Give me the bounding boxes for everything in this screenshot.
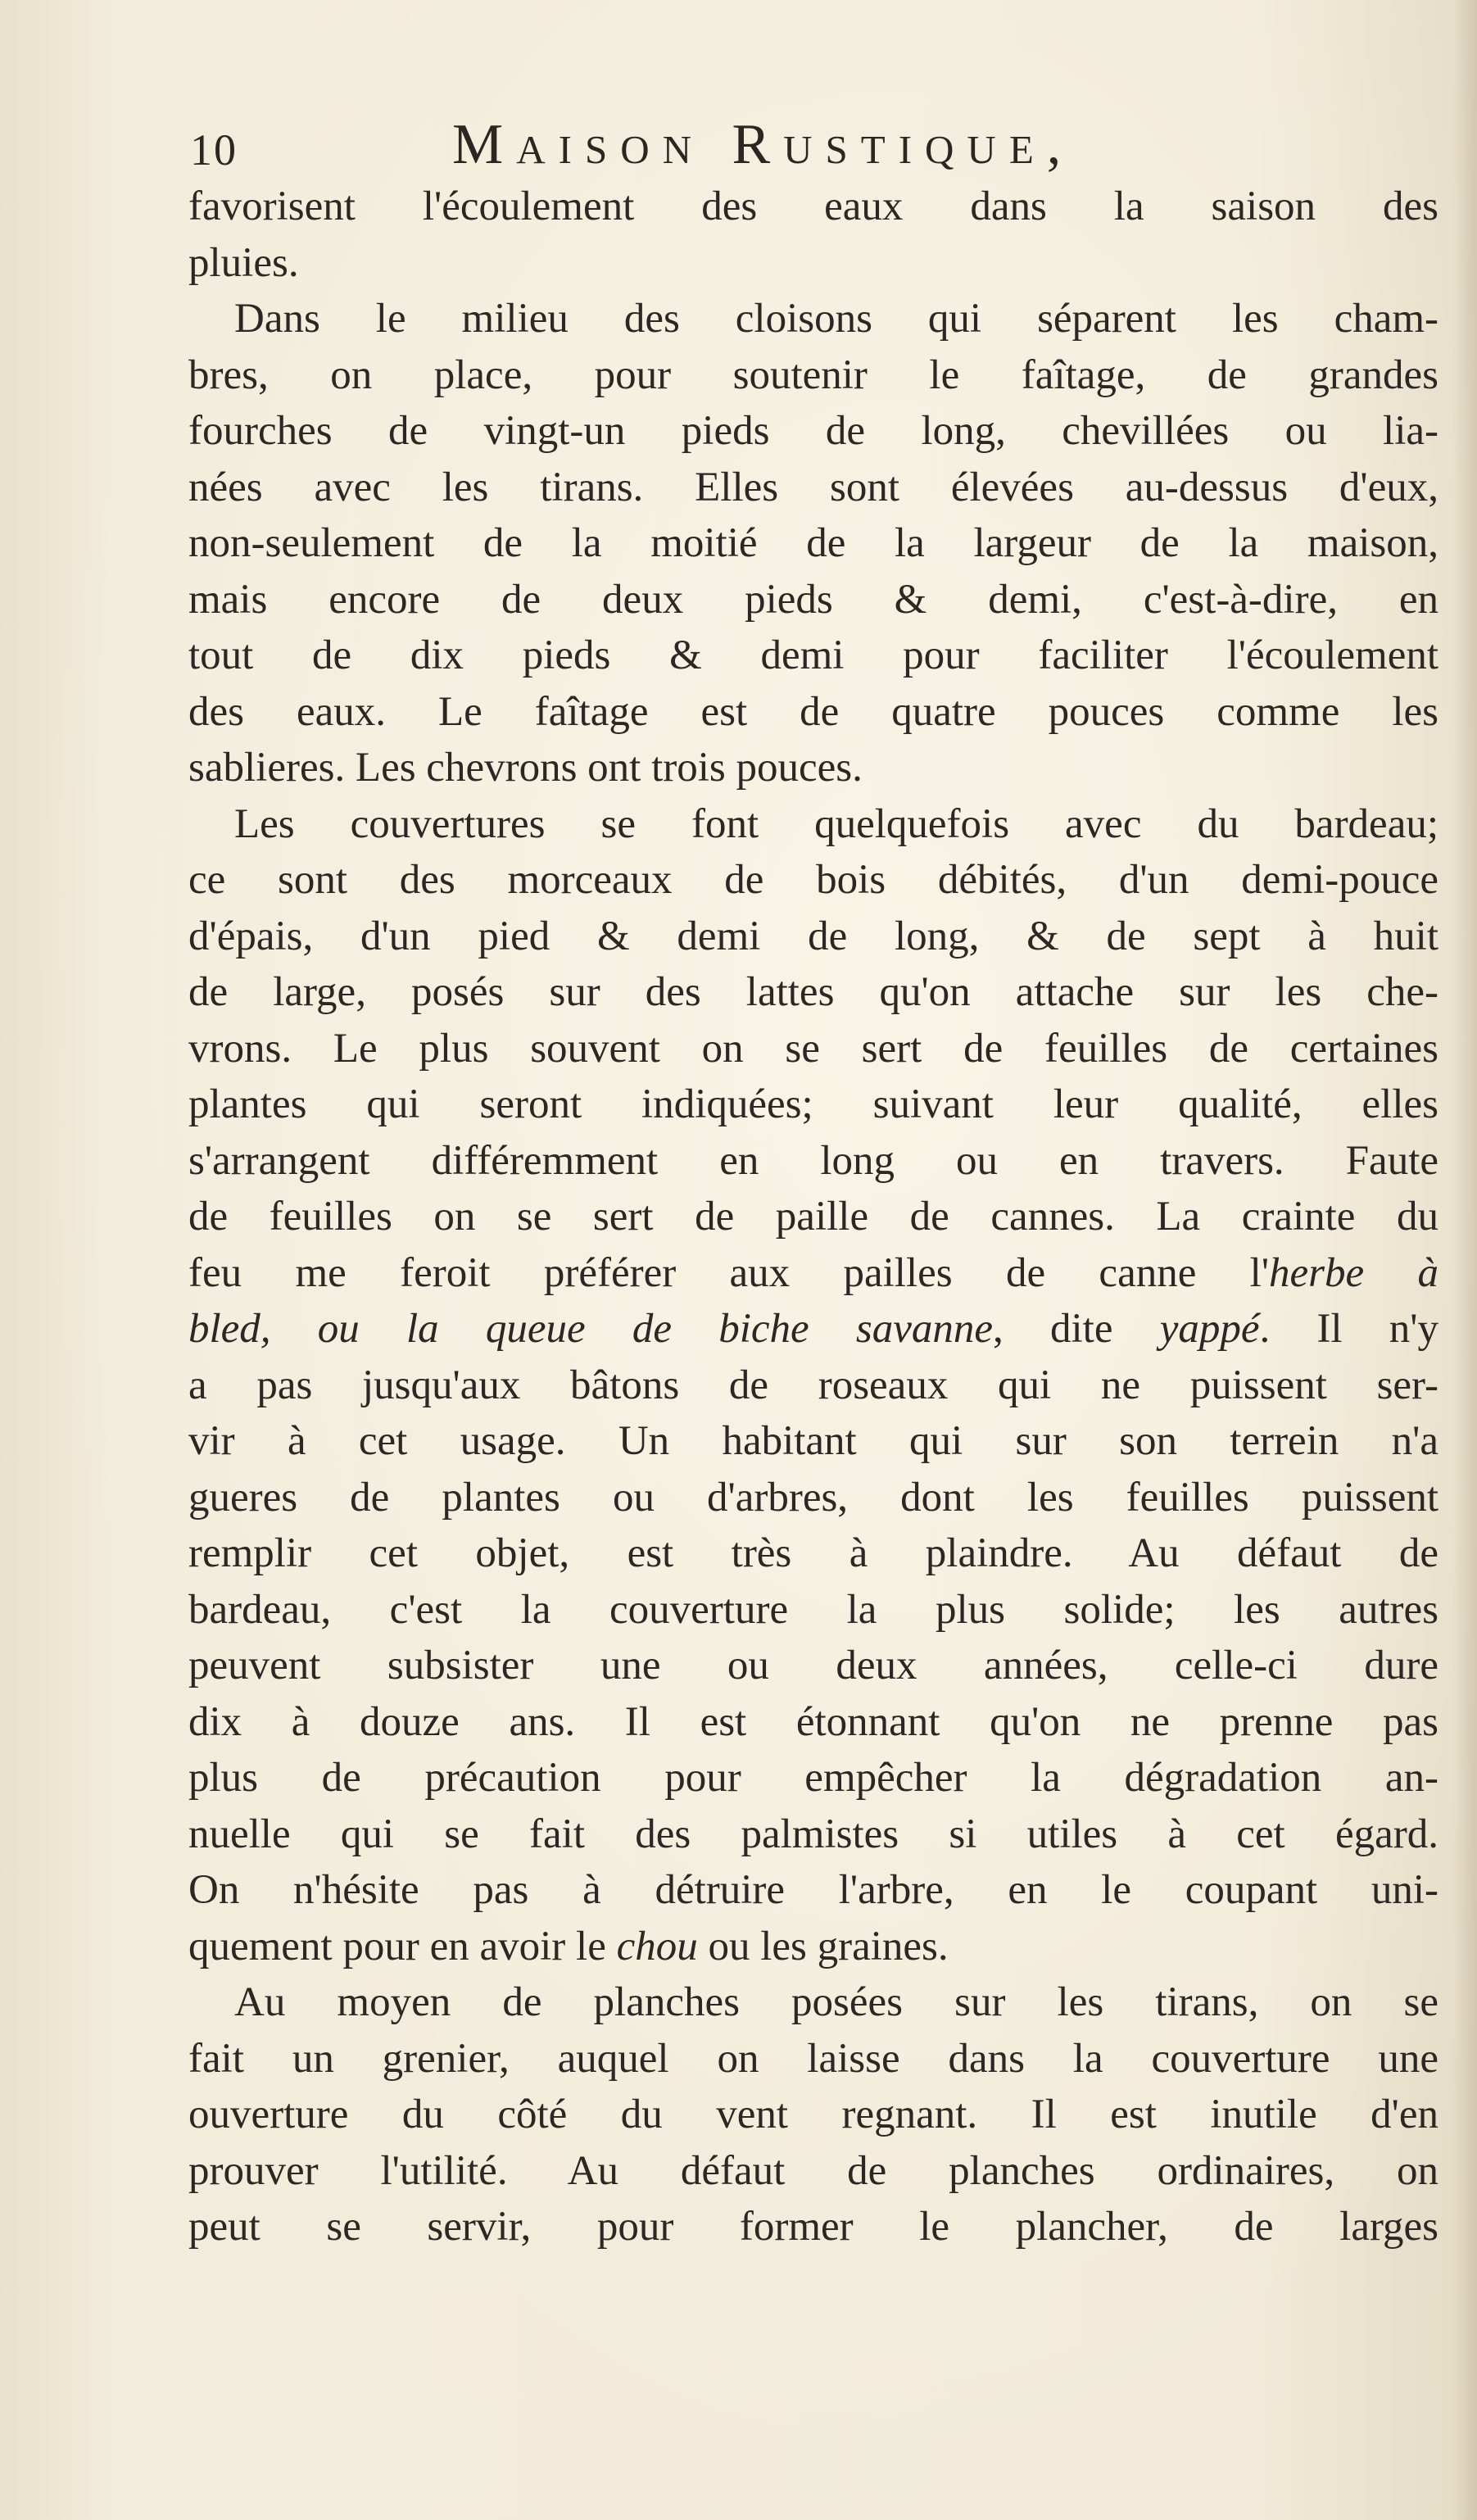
italic-term: yappé <box>1159 1306 1260 1352</box>
text-line: dix à douze ans. Il est étonnant qu'on ne prenne pas <box>188 1698 1438 1745</box>
text-run: quement pour en avoir le <box>188 1923 606 1969</box>
text-line: ce sont des morceaux de bois débités, d'un demi-pouce <box>188 857 1438 903</box>
text-line: de feuilles on se sert de paille de cannes. La crainte du <box>188 1194 1438 1240</box>
text-line: fait un grenier, auquel on laisse dans la couverture une <box>188 2035 1438 2082</box>
text-line: peut se servir, pour former le plancher, de larges <box>188 2204 1438 2250</box>
text-line: Au moyen de planches posées sur les tirans, on se <box>234 1979 1438 2025</box>
book-title: Maison Rustique, <box>452 113 1075 176</box>
text-line: mais encore de deux pieds & demi, c'est-à-dire, en <box>188 576 1438 623</box>
text-run: bled, ou <box>188 1306 360 1352</box>
text-line: vrons. Le plus souvent on se sert de feuilles de certaines <box>188 1025 1438 1072</box>
text-line: fourches de vingt-un pieds de long, chevillées ou lia- <box>188 408 1438 454</box>
page-number: 10 <box>190 125 238 174</box>
page-edge-shadow <box>1452 0 1477 2520</box>
text-run: feu me feroit préférer aux pailles de canne l' <box>188 1249 1270 1296</box>
text-line: a pas jusqu'aux bâtons de roseaux qui ne puissent ser- <box>188 1362 1438 1408</box>
text-run: . Il n'y <box>1259 1306 1438 1352</box>
text-line: Dans le milieu des cloisons qui séparent les cham- <box>234 296 1438 342</box>
text-line: ouverture du côté du vent regnant. Il est inutile d'en <box>188 2092 1438 2137</box>
italic-term: herbe à <box>1269 1249 1438 1296</box>
text-line: plus de précaution pour empêcher la dégradation an- <box>188 1755 1438 1801</box>
text-line: gueres de plantes ou d'arbres, dont les feuilles puissent <box>188 1474 1438 1521</box>
text-line: vir à cet usage. Un habitant qui sur son terrein n'a <box>188 1418 1438 1464</box>
text-line: d'épais, d'un pied & demi de long, & de sept à huit <box>188 913 1438 959</box>
text-line: non-seulement de la moitié de la largeur de la maison, <box>188 520 1438 566</box>
text-line: nuelle qui se fait des palmistes si utiles à cet égard. <box>188 1811 1438 1857</box>
text-line: de large, posés sur des lattes qu'on attache sur les che- <box>188 969 1438 1015</box>
text-line: tout de dix pieds & demi pour faciliter l'écoulement <box>188 632 1438 678</box>
text-run: , dite <box>993 1306 1113 1352</box>
text-line: plantes qui seront indiquées; suivant leur qualité, elles <box>188 1081 1438 1127</box>
text-line: prouver l'utilité. Au défaut de planches ordinaires, on <box>188 2147 1438 2194</box>
body-text <box>188 179 1438 2255</box>
text-run: ou les graines. <box>708 1923 949 1969</box>
text-line: sablieres. Les chevrons ont trois pouces. <box>188 745 863 791</box>
text-line-mixed <box>188 1301 1438 1357</box>
running-head <box>190 113 1442 179</box>
text-line-mixed <box>188 1245 1438 1302</box>
text-line: On n'hésite pas à détruire l'arbre, en le coupant uni- <box>188 1867 1438 1913</box>
text-line: pluies. <box>188 239 299 286</box>
italic-term: la queue de biche savanne <box>406 1306 994 1352</box>
text-line: nées avec les tirans. Elles sont élevées au-dessus d'eux, <box>188 464 1438 510</box>
text-line: s'arrangent différemment en long ou en travers. Faute <box>188 1137 1438 1184</box>
text-line: peuvent subsister une ou deux années, celle-ci dure <box>188 1643 1438 1688</box>
text-line: Les couvertures se font quelquefois avec du bardeau; <box>234 800 1438 847</box>
text-line: favorisent l'écoulement des eaux dans la saison des <box>188 184 1438 229</box>
italic-term: chou <box>616 1923 698 1969</box>
text-line: bardeau, c'est la couverture la plus solide; les autres <box>188 1586 1438 1633</box>
text-line: remplir cet objet, est très à plaindre. Au défaut de <box>188 1530 1438 1576</box>
text-line: bres, on place, pour soutenir le faîtage, de grandes <box>188 351 1438 398</box>
text-line: des eaux. Le faîtage est de quatre pouces comme les <box>188 688 1438 735</box>
text-line-mixed <box>188 1919 1438 1975</box>
